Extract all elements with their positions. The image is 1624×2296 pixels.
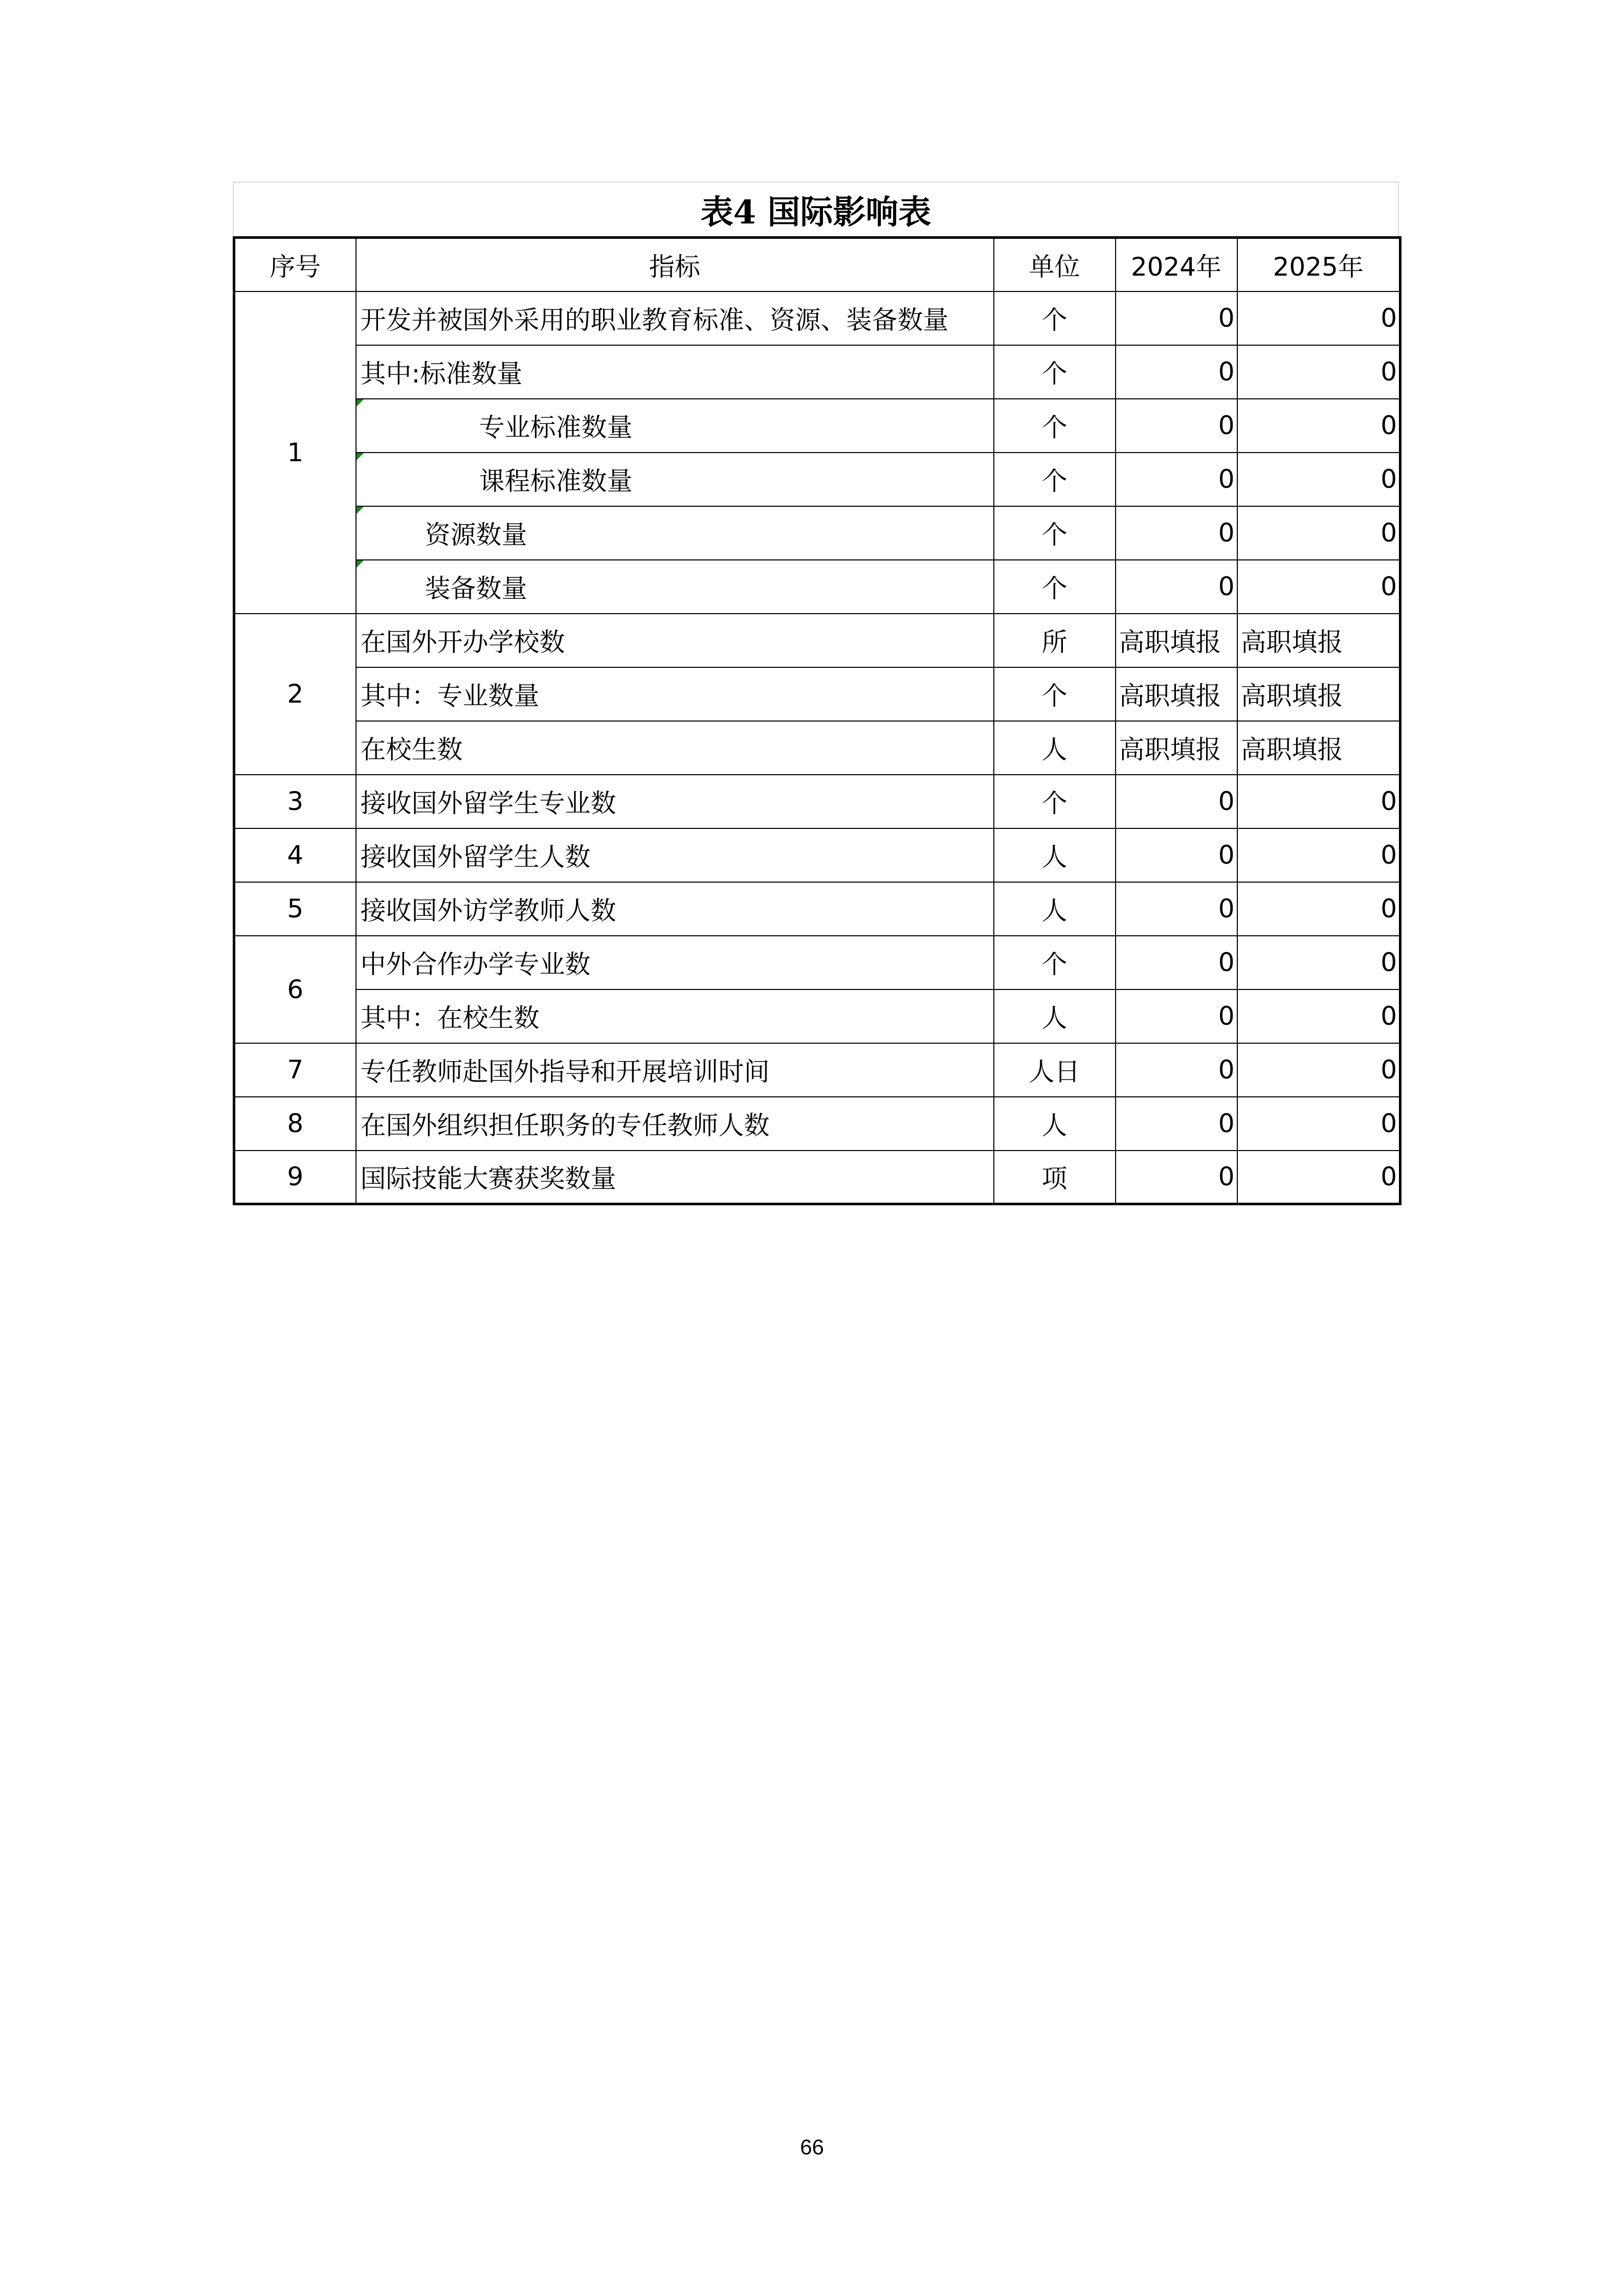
row-value-2024: 0 [1116,560,1237,614]
row-indicator: 其中：专业数量 [356,667,994,721]
row-indicator: 接收国外访学教师人数 [356,882,994,936]
row-seq: 5 [234,882,356,936]
row-value-2025: 0 [1237,989,1400,1043]
row-indicator: 在国外开办学校数 [356,614,994,667]
row-indicator: 装备数量 [356,560,994,614]
table-row [234,345,1400,399]
row-unit: 个 [994,453,1116,506]
row-seq: 6 [234,936,356,1043]
row-indicator: 其中:标准数量 [356,345,994,399]
row-value-2024: 0 [1116,1097,1237,1151]
row-unit: 所 [994,614,1116,667]
row-value-2025: 0 [1237,828,1400,882]
table-row [234,453,1400,506]
table-row [234,775,1400,828]
row-indicator: 其中：在校生数 [356,989,994,1043]
row-value-2025: 0 [1237,291,1400,345]
row-unit: 项 [994,1151,1116,1204]
row-value-2025: 0 [1237,506,1400,560]
row-indicator: 在校生数 [356,721,994,775]
row-seq: 8 [234,1097,356,1151]
row-indicator: 开发并被国外采用的职业教育标准、资源、装备数量 [356,291,994,345]
row-unit: 人 [994,828,1116,882]
header-year-2024: 2024年 [1116,238,1237,291]
row-unit: 个 [994,506,1116,560]
row-value-2025: 0 [1237,1043,1400,1097]
row-value-2025: 0 [1237,399,1400,453]
row-unit: 个 [994,345,1116,399]
table-row [234,1043,1400,1097]
row-value-2024: 0 [1116,936,1237,989]
row-value-2024: 0 [1116,828,1237,882]
row-seq: 4 [234,828,356,882]
table-row [234,399,1400,453]
table-row [234,882,1400,936]
header-seq: 序号 [234,238,356,291]
table-row [234,936,1400,989]
header-indicator: 指标 [356,238,994,291]
row-indicator: 专任教师赴国外指导和开展培训时间 [356,1043,994,1097]
row-value-2025: 高职填报 [1237,667,1400,721]
row-unit: 人 [994,989,1116,1043]
row-value-2024: 0 [1116,453,1237,506]
table-row [234,614,1400,667]
row-value-2024: 高职填报 [1116,614,1237,667]
row-seq: 7 [234,1043,356,1097]
row-indicator: 国际技能大赛获奖数量 [356,1151,994,1204]
table-row [234,1151,1400,1204]
row-value-2025: 0 [1237,936,1400,989]
row-value-2025: 0 [1237,560,1400,614]
table-row [234,989,1400,1043]
row-value-2025: 0 [1237,775,1400,828]
table-row [234,828,1400,882]
row-indicator: 中外合作办学专业数 [356,936,994,989]
table-row [234,721,1400,775]
table-row [234,506,1400,560]
row-seq: 2 [234,614,356,775]
international-impact-table-sheet [233,182,1399,1205]
row-value-2025: 0 [1237,1151,1400,1204]
row-indicator: 接收国外留学生人数 [356,828,994,882]
row-seq: 3 [234,775,356,828]
row-unit: 人 [994,721,1116,775]
row-value-2025: 0 [1237,1097,1400,1151]
row-indicator: 资源数量 [356,506,994,560]
header-year-2025: 2025年 [1237,238,1400,291]
row-value-2024: 高职填报 [1116,721,1237,775]
header-unit: 单位 [994,238,1116,291]
row-unit: 个 [994,560,1116,614]
row-value-2024: 0 [1116,291,1237,345]
row-value-2024: 高职填报 [1116,667,1237,721]
row-value-2025: 高职填报 [1237,614,1400,667]
row-value-2025: 高职填报 [1237,721,1400,775]
table-title: 表4 国际影响表 [233,182,1399,236]
row-unit: 人 [994,882,1116,936]
row-indicator: 在国外组织担任职务的专任教师人数 [356,1097,994,1151]
header-row [234,238,1400,291]
table-row [234,560,1400,614]
page-number: 66 [800,2135,824,2159]
row-value-2024: 0 [1116,989,1237,1043]
row-value-2024: 0 [1116,775,1237,828]
row-unit: 个 [994,936,1116,989]
row-unit: 个 [994,775,1116,828]
row-unit: 人日 [994,1043,1116,1097]
row-value-2024: 0 [1116,882,1237,936]
international-impact-table [233,236,1401,1205]
row-seq: 1 [234,291,356,614]
row-unit: 个 [994,399,1116,453]
row-value-2024: 0 [1116,399,1237,453]
row-unit: 人 [994,1097,1116,1151]
row-indicator: 接收国外留学生专业数 [356,775,994,828]
table-row [234,667,1400,721]
row-value-2025: 0 [1237,882,1400,936]
row-indicator: 课程标准数量 [356,453,994,506]
table-row [234,1097,1400,1151]
row-unit: 个 [994,291,1116,345]
row-value-2024: 0 [1116,1151,1237,1204]
row-value-2024: 0 [1116,345,1237,399]
row-value-2024: 0 [1116,506,1237,560]
row-value-2025: 0 [1237,345,1400,399]
row-seq: 9 [234,1151,356,1204]
table-row [234,291,1400,345]
row-unit: 个 [994,667,1116,721]
row-value-2024: 0 [1116,1043,1237,1097]
row-value-2025: 0 [1237,453,1400,506]
row-indicator: 专业标准数量 [356,399,994,453]
